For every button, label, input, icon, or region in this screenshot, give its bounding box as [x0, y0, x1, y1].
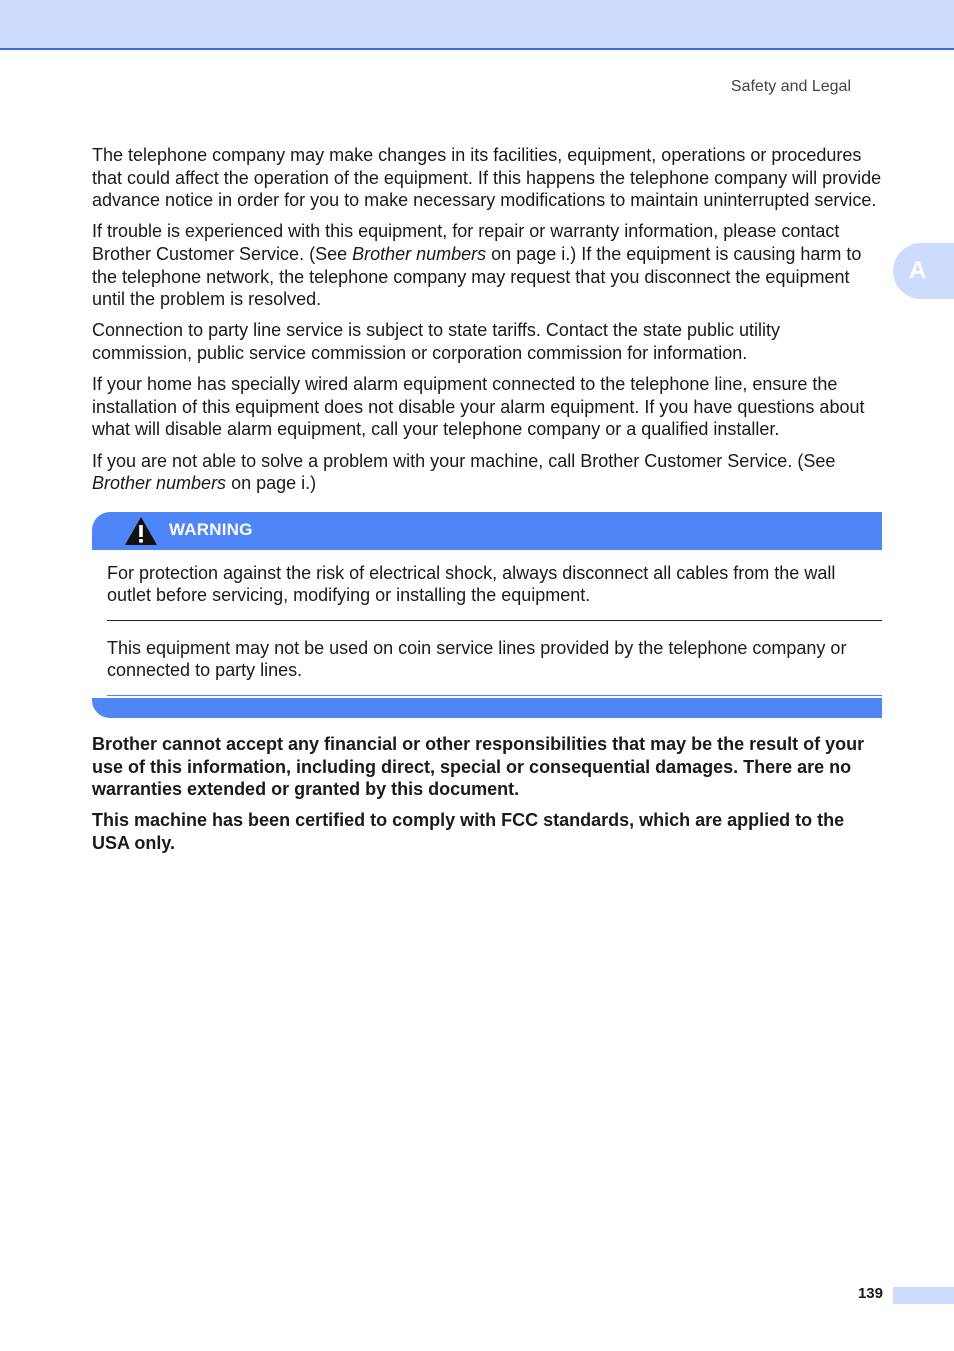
paragraph-facility-changes: The telephone company may make changes in its facilities, equipment, operations or procedures that could affect the operation of the equipment. If this happens the telephone company will provide advance notice in order for you to make necessary modifications to maintain uninterrupted service. — [92, 145, 882, 211]
liability-disclaimer: Brother cannot accept any financial or other responsibilities that may be the result of your use of this information, including direct, special or consequential damages. There are no warranties extended or granted by this document. — [92, 734, 865, 800]
paragraph-customer-service — [92, 450, 884, 495]
warning-header — [92, 512, 882, 550]
top-header-band — [0, 0, 954, 50]
paragraph-party-line: Connection to party line service is subject to state tariffs. Contact the state public utility commission, public service commission or corporation commission for information. — [92, 320, 781, 363]
section-title: Safety and Legal — [730, 78, 851, 95]
appendix-tab-label: A — [909, 257, 927, 284]
page-number-tab — [893, 1287, 954, 1304]
warning-label: WARNING — [169, 520, 253, 540]
paragraph-text: If you are not able to solve a problem with your machine, call Brother Customer Service. (See — [92, 450, 836, 471]
paragraph-repair-warranty — [92, 220, 884, 310]
warning-item — [107, 621, 882, 695]
warning-footer-bar — [92, 698, 882, 718]
paragraph-text: If trouble is experienced with this equipment, for repair or warranty information, please contact Brother Customer Service. (See — [92, 221, 840, 264]
appendix-tab — [893, 243, 954, 299]
page-content — [92, 144, 884, 863]
paragraph-alarm-equipment: If your home has specially wired alarm equipment connected to the telephone line, ensure the installation of this equipment does not disable your alarm equipment. If you have questions about what will disable alarm equipment, call your telephone company or a qualified installer. — [92, 374, 865, 440]
warning-text-coin-service: This equipment may not be used on coin service lines provided by the telephone company or connected to party lines. — [107, 637, 847, 681]
warning-triangle-icon — [123, 515, 159, 547]
warning-text-electrical-shock: For protection against the risk of electrical shock, always disconnect all cables from the wall outlet before servicing, modifying or installing the equipment. — [107, 562, 836, 606]
brother-numbers-reference: Brother numbers — [352, 243, 487, 264]
legal-notices — [92, 733, 884, 855]
warning-footer-line — [107, 695, 882, 696]
fcc-certification: This machine has been certified to comply with FCC standards, which are applied to the USA only. — [92, 810, 845, 854]
paragraph-text: on page i.) — [226, 473, 317, 494]
page-number: 139 — [857, 1285, 883, 1302]
warning-item — [107, 550, 882, 620]
brother-numbers-reference: Brother numbers — [92, 473, 227, 494]
warning-body — [92, 550, 882, 696]
warning-box — [92, 512, 882, 718]
paragraph-text: on page i.) If the equipment is causing harm to the telephone network, the telephone company may request that you disconnect the equipment until the problem is resolved. — [92, 243, 862, 310]
